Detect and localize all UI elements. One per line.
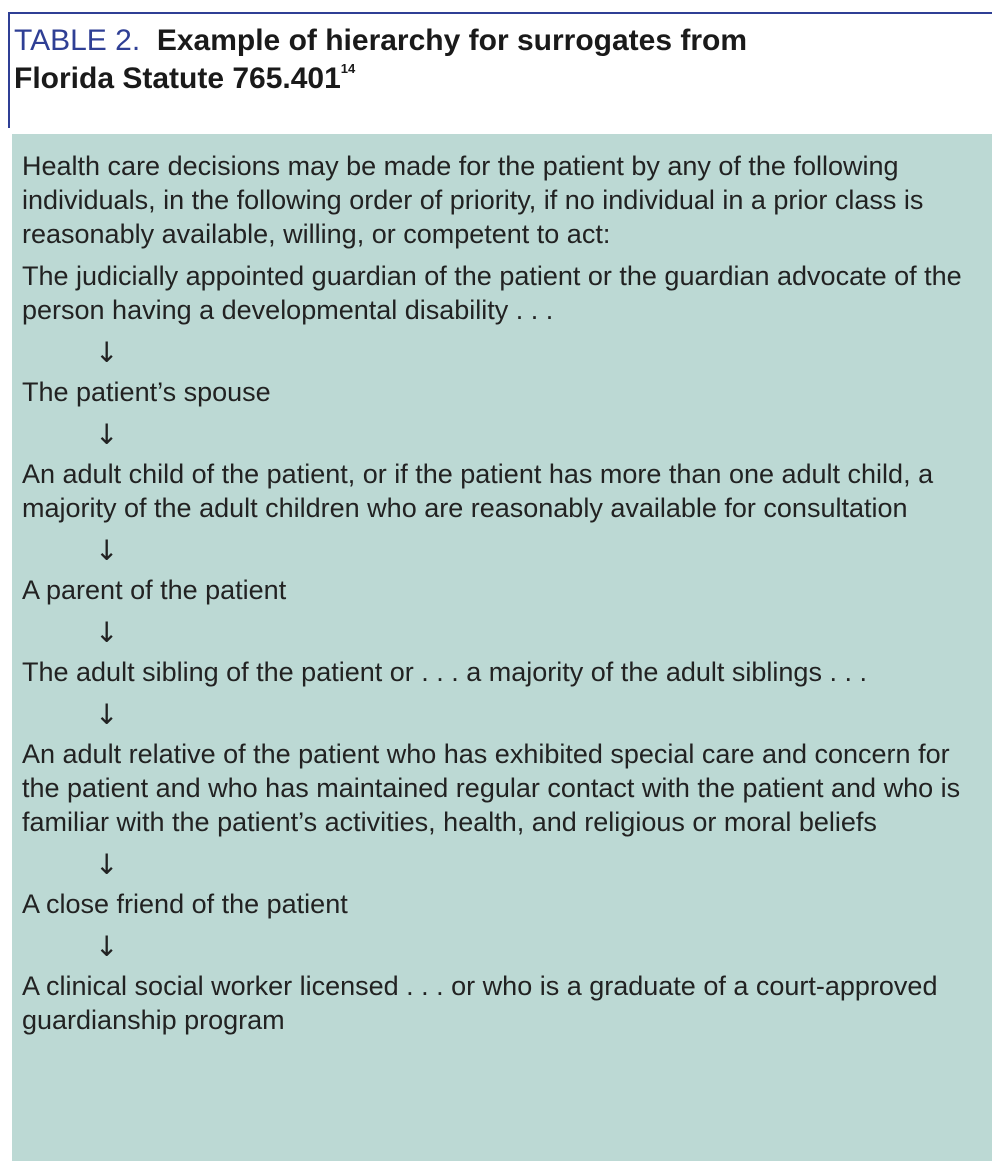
hierarchy-item-5: The adult sibling of the patient or . . . a majority of the adult siblings . . . [22,657,867,687]
table-title-line1: Example of hierarchy for surrogates from [156,24,748,57]
hierarchy-item-7: A close friend of the patient [22,889,348,919]
down-arrow-icon: ↓ [95,616,119,649]
down-arrow-icon: ↓ [95,418,119,451]
table-body [12,134,992,1161]
hierarchy-item-2: The patient’s spouse [22,377,271,407]
down-arrow-icon: ↓ [95,930,119,963]
table-label: TABLE 2. [14,24,141,57]
down-arrow-icon: ↓ [95,534,119,567]
hierarchy-item-1: The judicially appointed guardian of the patient or the guardian advocate of the person having a developmental disability . . . [22,261,962,325]
down-arrow-icon: ↓ [95,848,119,881]
down-arrow-icon: ↓ [95,336,119,369]
table-title [14,22,747,98]
hierarchy-item-3: An adult child of the patient, or if the patient has more than one adult child, a majority of the adult children who are reasonably available for consultation [22,459,934,523]
reference-superscript: 14 [340,61,356,76]
hierarchy-item-4: A parent of the patient [22,575,287,605]
table-title-line2: Florida Statute 765.401 [14,62,341,95]
down-arrow-icon: ↓ [95,698,119,731]
intro-text: Health care decisions may be made for the patient by any of the following individuals, in the following order of priority, if no individual in a prior class is reasonably available, willing, or competent to act: [22,151,924,249]
hierarchy-item-6: An adult relative of the patient who has exhibited special care and concern for the patient and who has maintained regular contact with the patient and who is familiar with the patient’s activities, health, and religious or moral beliefs [22,739,961,837]
hierarchy-item-8: A clinical social worker licensed . . . or who is a graduate of a court-approved guardianship program [22,971,938,1035]
